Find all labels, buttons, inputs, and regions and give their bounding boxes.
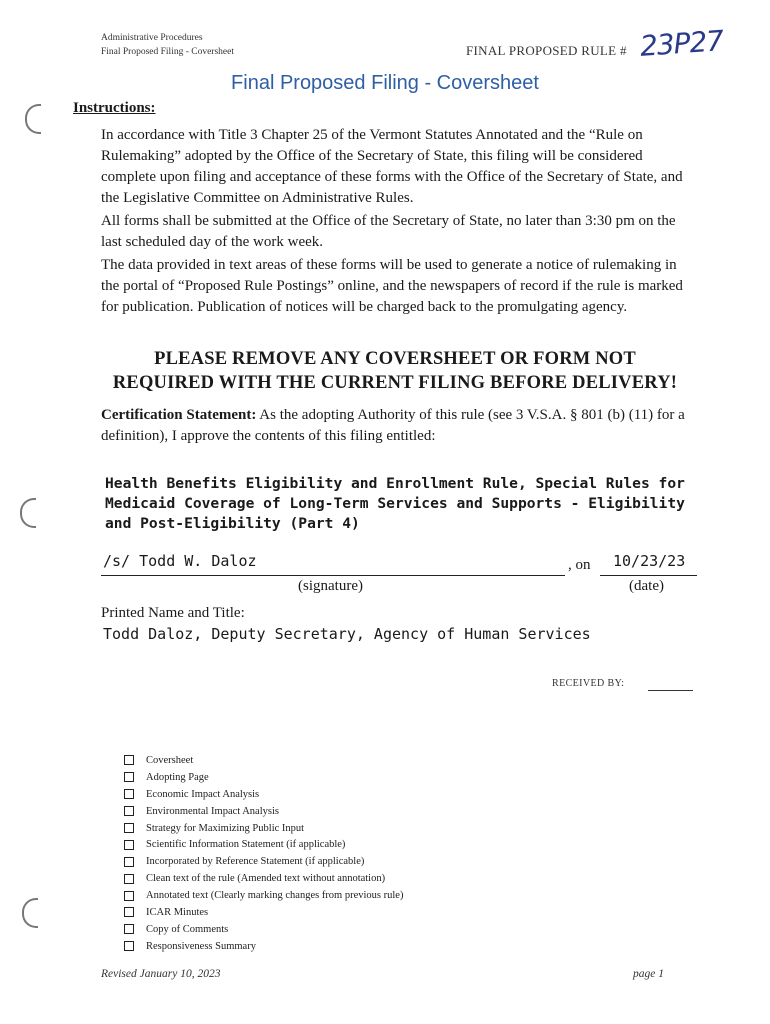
- instructions-paragraph: In accordance with Title 3 Chapter 25 of the Vermont Statutes Annotated and the “Rule on Rulemaking” adopted by the Office of the Secretary of State, this filing will be considered complete upon filing and acceptance of these forms with the Office of the Secretary of State, and the Legislative Committee on Administrative Rules.: [101, 127, 683, 206]
- checklist-item: [124, 921, 403, 938]
- punch-hole-mark: [20, 498, 36, 528]
- checklist-item-label: Responsiveness Summary: [146, 940, 256, 952]
- signature-caption: (signature): [298, 578, 363, 594]
- checkbox[interactable]: [124, 907, 134, 917]
- checklist-item-label: Adopting Page: [146, 771, 209, 783]
- certification-label: Certification Statement:: [101, 407, 257, 423]
- checkbox[interactable]: [124, 941, 134, 951]
- checklist-item: [124, 836, 403, 853]
- header-line-1: Administrative Procedures: [101, 33, 203, 43]
- page-title: Final Proposed Filing - Coversheet: [231, 72, 539, 94]
- checkbox[interactable]: [124, 806, 134, 816]
- received-by-label: RECEIVED BY:: [552, 678, 625, 689]
- instructions-paragraph: All forms shall be submitted at the Office of the Secretary of State, no later than 3:30 pm on the last scheduled day of the work week.: [101, 213, 676, 250]
- checklist-item: [124, 870, 403, 887]
- checklist-item: [124, 938, 403, 955]
- punch-hole-mark: [22, 898, 38, 928]
- checkbox[interactable]: [124, 840, 134, 850]
- checklist-item: [124, 752, 403, 769]
- date-caption: (date): [629, 578, 664, 594]
- received-by-line: [648, 690, 693, 691]
- form-checklist: [124, 752, 403, 955]
- checkbox[interactable]: [124, 874, 134, 884]
- checklist-item-label: Coversheet: [146, 754, 194, 766]
- page-number: page 1: [633, 968, 664, 980]
- checklist-item-label: Scientific Information Statement (if applicable): [146, 839, 346, 851]
- checklist-item-label: Strategy for Maximizing Public Input: [146, 822, 305, 834]
- checklist-item: [124, 786, 403, 803]
- checklist-item: [124, 887, 403, 904]
- checklist-item-label: ICAR Minutes: [146, 906, 209, 918]
- certification-statement: [101, 405, 701, 447]
- certification-text: As the adopting Authority of this rule (see 3 V.S.A. § 801 (b) (11) for a definition), I approve the contents of this filing entitled:: [101, 407, 685, 444]
- removal-warning: [90, 347, 700, 395]
- checklist-item-label: Environmental Impact Analysis: [146, 805, 279, 817]
- signature-line: [101, 575, 565, 576]
- warning-line-2: REQUIRED WITH THE CURRENT FILING BEFORE DELIVERY!: [112, 373, 678, 393]
- checklist-item-label: Annotated text (Clearly marking changes from previous rule): [146, 890, 404, 902]
- punch-hole-mark: [25, 104, 41, 134]
- rule-title: Health Benefits Eligibility and Enrollment Rule, Special Rules for Medicaid Coverage of Long-Term Services and Supports - Eligibility and Post-Eligibility (Part 4): [105, 475, 685, 532]
- rule-number-label: FINAL PROPOSED RULE #: [466, 43, 627, 58]
- checkbox[interactable]: [124, 857, 134, 867]
- instructions-heading: Instructions:: [73, 100, 156, 116]
- checkbox[interactable]: [124, 891, 134, 901]
- checklist-item-label: Economic Impact Analysis: [146, 788, 260, 800]
- header-line-2: Final Proposed Filing - Coversheet: [101, 47, 234, 57]
- checklist-item: [124, 803, 403, 820]
- checklist-item: [124, 769, 403, 786]
- checklist-item: [124, 853, 403, 870]
- checkbox[interactable]: [124, 789, 134, 799]
- header-left: [101, 31, 234, 59]
- printed-name-value: Todd Daloz, Deputy Secretary, Agency of Human Services: [103, 625, 591, 643]
- date-line: [600, 575, 697, 576]
- checklist-item: [124, 820, 403, 837]
- signature-value: /s/ Todd W. Daloz: [103, 552, 257, 570]
- checkbox[interactable]: [124, 924, 134, 934]
- revision-date: Revised January 10, 2023: [101, 968, 221, 980]
- instructions-paragraph: The data provided in text areas of these forms will be used to generate a notice of rulemaking in the portal of “Proposed Rule Postings” online, and the newspapers of record if the rule is marked for publication. Publication of notices will be charged back to the promulgating agency.: [101, 257, 683, 315]
- signature-on-label: , on: [568, 557, 591, 573]
- checklist-item-label: Clean text of the rule (Amended text without annotation): [146, 873, 386, 885]
- signature-date: 10/23/23: [613, 552, 686, 570]
- printed-name-label: Printed Name and Title:: [101, 605, 245, 621]
- rule-number-handwritten: 23P27: [638, 24, 725, 63]
- checkbox[interactable]: [124, 755, 134, 765]
- checklist-item-label: Incorporated by Reference Statement (if applicable): [146, 856, 365, 868]
- checklist-item: [124, 904, 403, 921]
- checkbox[interactable]: [124, 772, 134, 782]
- checklist-item-label: Copy of Comments: [146, 923, 229, 935]
- checkbox[interactable]: [124, 823, 134, 833]
- warning-line-1: PLEASE REMOVE ANY COVERSHEET OR FORM NOT: [154, 349, 636, 369]
